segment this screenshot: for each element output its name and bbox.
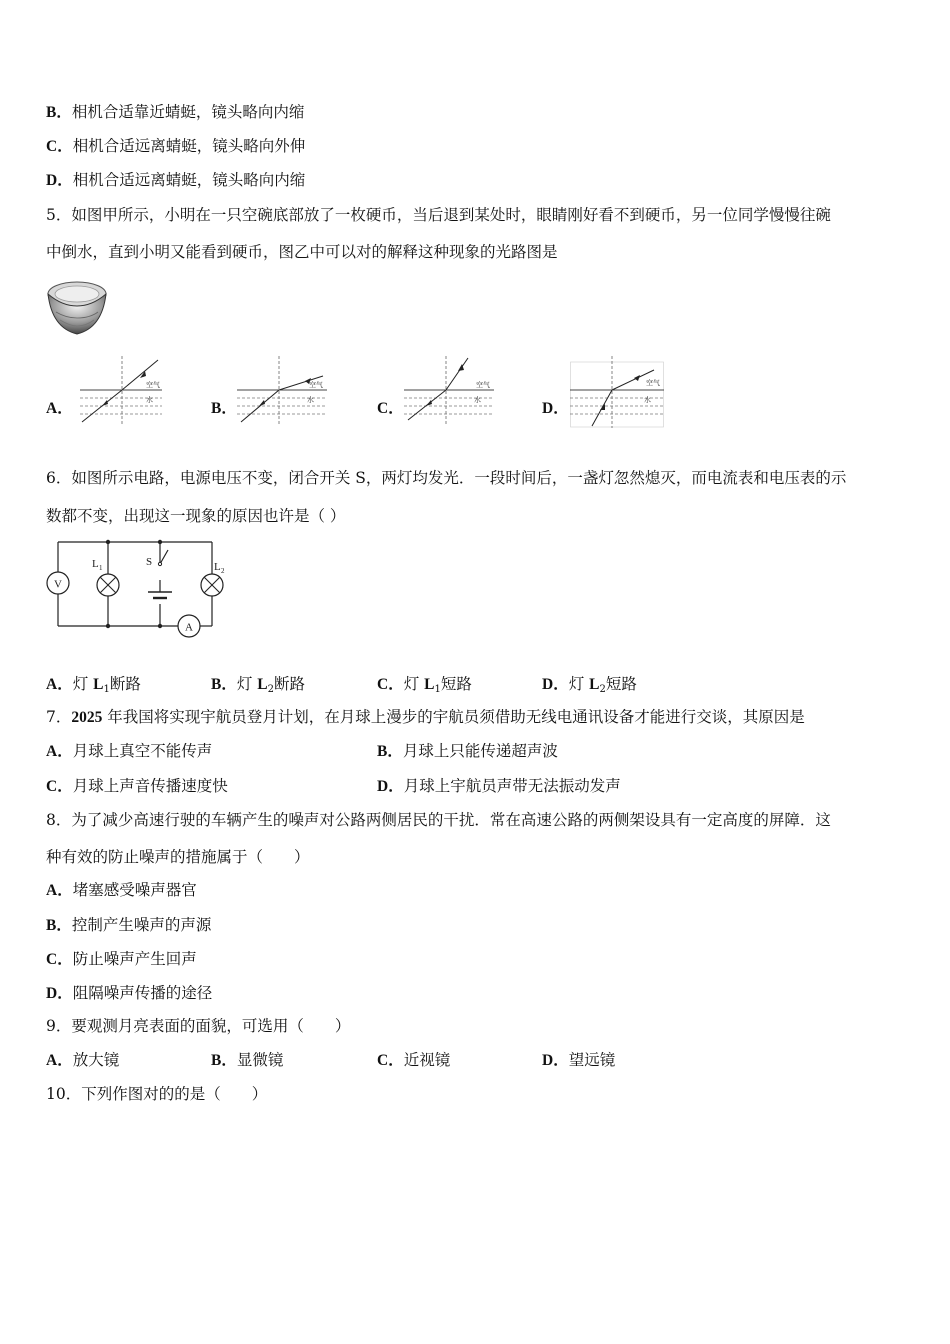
q9-option-a: A．放大镜 <box>46 1051 120 1069</box>
q4-option-d: D．相机合适远离蜻蜓，镜头略向内缩 <box>46 171 306 189</box>
q5-option-d-label: D． <box>542 400 569 417</box>
lamp-l2-label: L <box>214 561 221 573</box>
q5-option-b-label: B． <box>211 400 237 417</box>
q6-stem-line1: 6．如图所示电路，电源电压不变，闭合开关 S，两灯均发光．一段时间后，一盏灯忽然熄灭，而电流表和电压表的示 <box>46 469 847 487</box>
q8-stem-line2: 种有效的防止噪声的措施属于（ ） <box>46 848 310 866</box>
q5-ray-diagram-a <box>80 356 162 426</box>
bowl-figure <box>46 278 108 338</box>
q8-option-c: C．防止噪声产生回声 <box>46 950 197 968</box>
q10-stem: 10．下列作图对的的是（ ） <box>46 1085 268 1103</box>
q6-option-c: C．灯 $L_1$短路 <box>377 675 472 695</box>
q7-option-b: B．月球上只能传递超声波 <box>377 742 558 760</box>
svg-text:1: 1 <box>99 564 103 572</box>
switch-label: S <box>146 556 153 568</box>
q7-option-a: A．月球上真空不能传声 <box>46 742 213 760</box>
voltmeter-label: V <box>54 578 62 591</box>
q7-option-d: D．月球上宇航员声带无法振动发声 <box>377 777 621 795</box>
air-label: 空气 <box>476 381 490 389</box>
q6-option-a: A．灯 $L_1$断路 <box>46 675 141 695</box>
q5-stem-line1: 5．如图甲所示，小明在一只空碗底部放了一枚硬币，当后退到某处时，眼睛刚好看不到硬币，另一位同学慢慢往碗 <box>46 206 831 224</box>
water-label: 水 <box>307 396 314 404</box>
q6-stem-line2: 数都不变，出现这一现象的原因也许是（ ） <box>46 507 346 525</box>
q7-option-c: C．月球上声音传播速度快 <box>46 777 228 795</box>
q6-option-d: D．灯 $L_2$短路 <box>542 675 637 695</box>
q5-ray-diagram-c <box>404 356 494 426</box>
ammeter-label: A <box>185 621 193 634</box>
q5-ray-diagram-b <box>237 356 327 426</box>
q8-option-b: B．控制产生噪声的声源 <box>46 916 212 934</box>
air-label: 空气 <box>309 381 323 389</box>
water-label: 水 <box>146 396 153 404</box>
q9-option-d: D．望远镜 <box>542 1051 616 1069</box>
lamp-l1-label: L <box>92 558 99 570</box>
q7-stem: 7．2025 年我国将实现宇航员登月计划，在月球上漫步的宇航员须借助无线电通讯设备才能进行交谈，其原因是 <box>46 708 805 726</box>
q5-option-a-label: A． <box>46 400 73 417</box>
q4-option-b: B．相机合适靠近蜻蜓，镜头略向内缩 <box>46 103 305 121</box>
q6-option-b: B．灯 $L_2$断路 <box>211 675 306 695</box>
circuit-diagram <box>44 538 236 640</box>
water-label: 水 <box>474 396 481 404</box>
q8-option-d: D．阻隔噪声传播的途径 <box>46 984 213 1002</box>
q5-option-c-label: C． <box>377 400 404 417</box>
q5-stem-line2: 中倒水，直到小明又能看到硬币，图乙中可以对的解释这种现象的光路图是 <box>46 243 558 261</box>
q8-stem-line1: 8．为了减少高速行驶的车辆产生的噪声对公路两侧居民的干扰．常在高速公路的两侧架设具有一定高度的屏障．这 <box>46 811 831 829</box>
q9-stem: 9．要观测月亮表面的面貌，可选用（ ） <box>46 1017 351 1035</box>
svg-text:2: 2 <box>221 567 225 575</box>
q5-ray-diagram-d <box>570 356 664 428</box>
air-label: 空气 <box>146 381 160 389</box>
air-label: 空气 <box>646 379 660 387</box>
q8-option-a: A．堵塞感受噪声器官 <box>46 881 197 899</box>
q9-option-c: C．近视镜 <box>377 1051 451 1069</box>
q4-option-c: C．相机合适远离蜻蜓，镜头略向外伸 <box>46 137 306 155</box>
q9-option-b: B．显微镜 <box>211 1051 284 1069</box>
water-label: 水 <box>644 396 651 404</box>
